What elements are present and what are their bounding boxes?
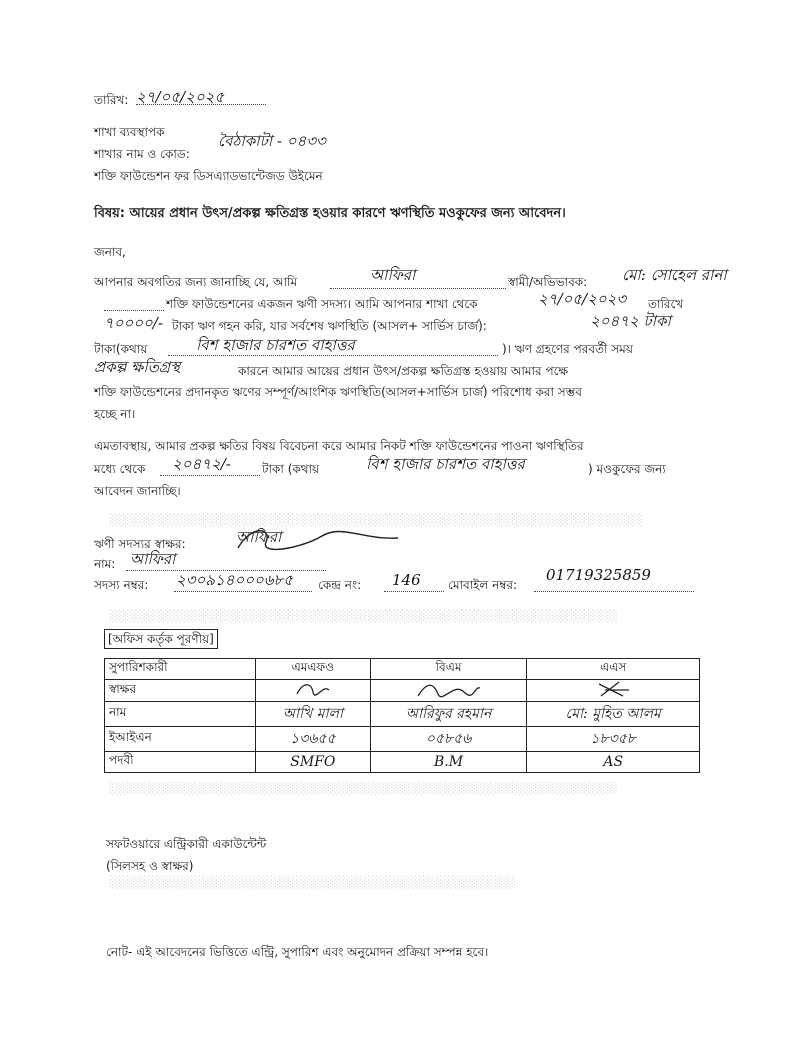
borrower-name-label: নাম: [94,557,116,571]
date-value: ২৭/০৫/২০২৫ [136,88,225,106]
table-cell [256,752,371,773]
para2-line-3: আবেদন জানাচ্ছি। [94,484,181,498]
loss-reason: প্রকল্প ক্ষতিগ্রস্থ [94,358,181,376]
office-caption: [অফিস কর্তৃক পূরণীয়] [104,629,218,649]
bleed-through: ░░░░░░░░░░░░░░░░░░░░░░░░░░░░░░░░░░░░░░░░░░░░░░░░░░░░░░░░░░░░ [110,782,618,795]
row-label: ইআইএন [105,727,256,752]
mobile-no-line [534,591,694,592]
table-cell [527,752,700,773]
balance-words: বিশ হাজার চারশত বাহাত্তর [196,336,355,354]
date-label: তারিখ: [94,93,129,107]
body-line-5a: কারনে আমার আয়ের প্রধান উৎস/প্রকল্প ক্ষতিগ্রস্ত হওয়ায় আমার পক্ষে [238,364,569,378]
table-cell [370,702,527,727]
borrower-signature: আফিরা [236,528,282,546]
signature-cell [370,680,527,702]
org-line: শক্তি ফাউন্ডেশন ফর ডিসএ্যাডভান্টেজড উইমেন [94,169,323,183]
office-approval-table [104,658,700,773]
bm-ein: ০৫৮৫৬ [425,731,472,747]
header-cell: এএস [527,659,700,680]
as-designation: AS [603,754,624,770]
body-line-2a: শক্তি ফাউন্ডেশনের একজন ঋণী সদস্য। আমি আপনার শাখা থেকে [166,297,478,311]
signature-cell [527,680,700,702]
bm-name: আরিফুর রহমান [405,706,492,722]
para2-line-2a: মধ্যে থেকে [94,462,146,476]
bm-designation: B.M [433,754,464,770]
borrower-name-value: আফিরা [130,550,176,568]
table-cell [256,702,371,727]
as-signature-stroke [593,680,633,698]
row-label: পদবী [105,752,256,773]
salutation: জনাব, [94,245,126,259]
table-row [105,752,700,773]
body-line-1b: স্বামী/অভিভাবক: [508,275,588,289]
para2-line-1: এমতাবস্থায়, আমার প্রকল্প ক্ষতির বিষয় বিবেচনা করে আমার নিকট শক্তি ফাউন্ডেশনের পাওনা ঋণস্থিতির [94,439,584,453]
mfo-designation: SMFO [290,754,336,770]
header-cell: সুপারিশকারী [105,659,256,680]
member-no-value: ২৩০৯১৪০০০৬৮৫ [176,571,293,589]
header-cell: এমএফও [256,659,371,680]
table-cell [527,727,700,752]
body-line-7: হচ্ছে না। [94,407,136,421]
center-no-label: কেন্দ্র নং: [318,578,362,592]
date-line [136,104,266,105]
signature-cell [256,680,371,702]
member-no-line [174,591,312,592]
bleed-through: ░░░░░░░░░░░░░░░░░░░░░░░░░░░░░░░░░░░░░░░░░░░░░░░░░░░░░░░░░░░░ [110,610,618,623]
mfo-name: আখি মালা [282,706,343,722]
blank-line [104,310,164,311]
borrower-signature-stroke [232,518,402,558]
table-cell [527,702,700,727]
bm-signature-stroke [414,680,484,698]
loan-amount: ৭০০০০/- [104,314,163,332]
body-line-2b: তারিখে [648,297,684,311]
waiver-words: বিশ হাজার চারশত বাহাত্তর [366,455,525,473]
body-line-3a: টাকা ঋণ গহন করি, যার সর্বশেষ ঋণস্থিতি (আসল+ সার্ভিস চার্জ): [172,319,487,333]
table-cell [370,727,527,752]
header-cell: বিএম [370,659,527,680]
applicant-name: আফিরা [370,266,416,284]
manager-label: শাখা ব্যবস্থাপক [94,125,165,139]
body-line-4a: টাকা(কথায় [94,342,148,356]
loan-balance: ২০৪৭২ টাকা [590,312,671,330]
guardian-name: মো: সোহেল রানা [622,266,727,284]
para2-line-2b: টাকা (কথায় [262,462,320,476]
words-line [168,355,498,356]
software-entry-line: সফটওয়ারে এন্ট্রিকারী একাউন্টেন্ট [106,837,267,851]
row-label: স্বাক্ষর [105,680,256,702]
footer-note: নোট- এই আবেদনের ভিত্তিতে এন্ট্রি, সুপারিশ এবং অনুমোদন প্রক্রিয়া সম্পন্ন হবে। [106,945,489,959]
waiver-amount: ২০৪৭২/- [172,455,231,473]
bleed-through: ░░░░░░░░░░░░░░░░░░░░░░░░░░░░░░░░░░░░░░░░░░░░░░░░░░░░░░░░░░░░░░░ [110,514,643,527]
branch-label: শাখার নাম ও কোড: [94,147,190,161]
row-label: নাম [105,702,256,727]
mobile-no-label: মোবাইল নম্বর: [448,578,518,592]
mfo-signature-stroke [293,680,333,698]
table-cell [370,752,527,773]
subject-line: বিষয়: আয়ের প্রধান উৎস/প্রকল্প ক্ষতিগ্রস্ত হওয়ার কারণে ঋণস্থিতি মওকুফের জন্য আবেদন। [94,206,566,221]
as-name: মো: মুহিত আলম [565,706,661,722]
waiver-line [160,475,260,476]
table-cell [256,727,371,752]
table-row [105,680,700,702]
center-no-value: 146 [392,571,421,589]
branch-value: বৈঠাকাটা - ০৪৩৩ [218,132,326,150]
mfo-ein: ১৩৬৫৫ [290,731,336,747]
borrower-sign-label: ঋণী সদস্যর স্বাক্ষর: [94,537,186,551]
as-ein: ১৮৩৫৮ [590,731,636,747]
name-line [330,288,506,289]
para2-line-2c: ) মওকুফের জন্য [588,462,666,476]
body-line-1a: আপনার অবগতির জন্য জানাচ্ছি যে, আমি [94,275,298,289]
table-row [105,659,700,680]
table-row [105,702,700,727]
body-line-6: শক্তি ফাউন্ডেশনের প্রদানকৃত ঋণের সম্পূর্ণ/আংশিক ঋণস্থিতি(আসল+সার্ভিস চার্জ) পরিশোধ করা সম্ভব [94,385,582,399]
table-row [105,727,700,752]
mobile-no-value: 01719325859 [546,566,651,584]
loan-date: ২৭/০৫/২০২৩ [538,290,627,308]
software-entry-seal: (সিলসহ ও স্বাক্ষর) [106,859,194,873]
bleed-through: ░░░░░░░░░░░░░░░░░░░░░░░░░░░░░░░░░░░░░░░░░░░░░░░░ [110,876,517,889]
body-line-4b: )। ঋণ গ্রহণের পরবর্তী সময় [502,342,633,356]
member-no-label: সদস্য নম্বর: [94,578,149,592]
center-no-line [384,591,444,592]
